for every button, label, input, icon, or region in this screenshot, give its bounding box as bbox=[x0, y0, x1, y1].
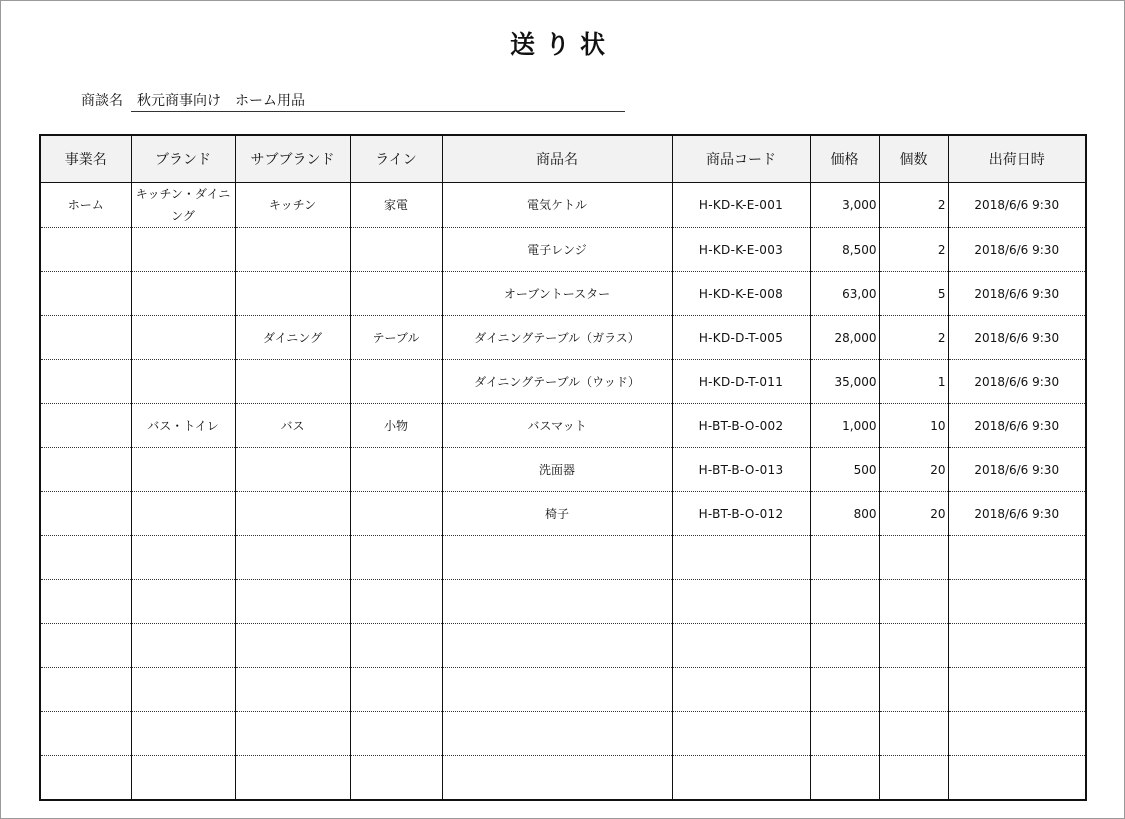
cell-product-name[interactable]: 電気ケトル bbox=[442, 183, 672, 228]
cell-product-code[interactable]: H-BT-B-O-012 bbox=[672, 492, 810, 536]
cell-line[interactable]: 小物 bbox=[350, 404, 442, 448]
cell-price[interactable] bbox=[810, 624, 879, 668]
cell-brand[interactable]: バス・トイレ bbox=[131, 404, 235, 448]
cell-product-name[interactable] bbox=[442, 712, 672, 756]
cell-price[interactable]: 63,00 bbox=[810, 272, 879, 316]
cell-product-name[interactable] bbox=[442, 756, 672, 801]
cell-product-name[interactable]: ダイニングテーブル（ガラス） bbox=[442, 316, 672, 360]
invoice-table bbox=[39, 134, 1087, 801]
header-brand: ブランド bbox=[131, 135, 235, 183]
cell-price[interactable] bbox=[810, 756, 879, 801]
cell-quantity[interactable]: 1 bbox=[879, 360, 948, 404]
cell-sub-brand[interactable]: バス bbox=[235, 404, 350, 448]
cell-brand[interactable] bbox=[131, 316, 235, 360]
table-row bbox=[40, 404, 1086, 448]
cell-line[interactable] bbox=[350, 756, 442, 801]
header-business: 事業名 bbox=[40, 135, 131, 183]
cell-brand[interactable] bbox=[131, 228, 235, 272]
cell-price[interactable]: 800 bbox=[810, 492, 879, 536]
cell-brand[interactable] bbox=[131, 536, 235, 580]
cell-price[interactable] bbox=[810, 580, 879, 624]
cell-price[interactable] bbox=[810, 536, 879, 580]
cell-quantity[interactable] bbox=[879, 668, 948, 712]
cell-line[interactable] bbox=[350, 624, 442, 668]
cell-brand[interactable] bbox=[131, 360, 235, 404]
cell-product-code[interactable]: H-BT-B-O-002 bbox=[672, 404, 810, 448]
cell-product-code[interactable] bbox=[672, 756, 810, 801]
cell-product-code[interactable] bbox=[672, 668, 810, 712]
table-header-row bbox=[40, 135, 1086, 183]
cell-product-code[interactable]: H-KD-K-E-003 bbox=[672, 228, 810, 272]
cell-quantity[interactable]: 20 bbox=[879, 492, 948, 536]
cell-business[interactable] bbox=[40, 272, 131, 316]
cell-business[interactable] bbox=[40, 756, 131, 801]
cell-brand[interactable] bbox=[131, 272, 235, 316]
table-row bbox=[40, 668, 1086, 712]
deal-name-label: 商談名 bbox=[81, 93, 123, 109]
cell-ship-datetime[interactable]: 2018/6/6 9:30 bbox=[948, 316, 1086, 360]
cell-ship-datetime[interactable]: 2018/6/6 9:30 bbox=[948, 492, 1086, 536]
cell-product-name[interactable]: 椅子 bbox=[442, 492, 672, 536]
cell-line[interactable]: 家電 bbox=[350, 183, 442, 228]
table-row bbox=[40, 536, 1086, 580]
cell-ship-datetime[interactable] bbox=[948, 624, 1086, 668]
cell-product-name[interactable] bbox=[442, 536, 672, 580]
cell-sub-brand[interactable] bbox=[235, 228, 350, 272]
cell-quantity[interactable] bbox=[879, 536, 948, 580]
cell-ship-datetime[interactable]: 2018/6/6 9:30 bbox=[948, 448, 1086, 492]
cell-price[interactable] bbox=[810, 712, 879, 756]
cell-business[interactable] bbox=[40, 712, 131, 756]
cell-ship-datetime[interactable] bbox=[948, 580, 1086, 624]
cell-quantity[interactable]: 10 bbox=[879, 404, 948, 448]
cell-quantity[interactable] bbox=[879, 756, 948, 801]
cell-line[interactable] bbox=[350, 228, 442, 272]
cell-product-name[interactable]: 洗面器 bbox=[442, 448, 672, 492]
cell-product-code[interactable]: H-BT-B-O-013 bbox=[672, 448, 810, 492]
cell-brand[interactable]: キッチン・ダイニング bbox=[131, 183, 235, 228]
cell-product-code[interactable] bbox=[672, 712, 810, 756]
deal-name-value[interactable]: 秋元商事向け ホーム用品 bbox=[137, 93, 305, 109]
cell-product-name[interactable] bbox=[442, 668, 672, 712]
cell-sub-brand[interactable] bbox=[235, 580, 350, 624]
cell-sub-brand[interactable] bbox=[235, 360, 350, 404]
cell-price[interactable]: 3,000 bbox=[810, 183, 879, 228]
cell-price[interactable] bbox=[810, 668, 879, 712]
table-row bbox=[40, 448, 1086, 492]
cell-sub-brand[interactable] bbox=[235, 536, 350, 580]
table-row bbox=[40, 756, 1086, 801]
cell-product-code[interactable]: H-KD-D-T-011 bbox=[672, 360, 810, 404]
table-row bbox=[40, 492, 1086, 536]
cell-business[interactable]: ホーム bbox=[67, 198, 104, 212]
table-row bbox=[40, 624, 1086, 668]
cell-ship-datetime[interactable] bbox=[948, 668, 1086, 712]
cell-business[interactable] bbox=[40, 316, 131, 360]
cell-line[interactable] bbox=[350, 492, 442, 536]
cell-product-code[interactable]: H-KD-K-E-001 bbox=[672, 183, 810, 228]
cell-product-name[interactable]: バスマット bbox=[442, 404, 672, 448]
header-product-code: 商品コード bbox=[672, 135, 810, 183]
table-row bbox=[40, 228, 1086, 272]
cell-business[interactable] bbox=[40, 580, 131, 624]
cell-sub-brand[interactable] bbox=[235, 624, 350, 668]
header-ship-datetime: 出荷日時 bbox=[948, 135, 1086, 183]
cell-product-name[interactable] bbox=[442, 580, 672, 624]
cell-product-code[interactable] bbox=[672, 624, 810, 668]
cell-price[interactable]: 35,000 bbox=[810, 360, 879, 404]
table-row bbox=[40, 183, 1086, 228]
cell-business[interactable] bbox=[40, 228, 131, 272]
cell-line[interactable] bbox=[350, 448, 442, 492]
cell-business[interactable] bbox=[40, 404, 131, 448]
header-quantity: 個数 bbox=[879, 135, 948, 183]
deal-name-underline bbox=[131, 111, 625, 112]
page-title: 送り状 bbox=[509, 30, 615, 59]
cell-ship-datetime[interactable]: 2018/6/6 9:30 bbox=[948, 272, 1086, 316]
cell-brand[interactable] bbox=[131, 668, 235, 712]
cell-line[interactable]: テーブル bbox=[350, 316, 442, 360]
cell-quantity[interactable]: 2 bbox=[879, 183, 948, 228]
cell-business[interactable] bbox=[40, 536, 131, 580]
cell-product-name[interactable]: ダイニングテーブル（ウッド） bbox=[442, 360, 672, 404]
table-row bbox=[40, 580, 1086, 624]
cell-sub-brand[interactable] bbox=[235, 756, 350, 801]
cell-product-code[interactable]: H-KD-D-T-005 bbox=[672, 316, 810, 360]
header-line: ライン bbox=[350, 135, 442, 183]
cell-ship-datetime[interactable]: 2018/6/6 9:30 bbox=[948, 183, 1086, 228]
cell-brand[interactable] bbox=[131, 756, 235, 801]
header-product-name: 商品名 bbox=[442, 135, 672, 183]
cell-price[interactable]: 28,000 bbox=[810, 316, 879, 360]
cell-ship-datetime[interactable] bbox=[948, 756, 1086, 801]
table-row bbox=[40, 712, 1086, 756]
cell-sub-brand[interactable] bbox=[235, 668, 350, 712]
cell-sub-brand[interactable] bbox=[235, 492, 350, 536]
cell-product-name[interactable]: 電子レンジ bbox=[442, 228, 672, 272]
cell-product-code[interactable]: H-KD-K-E-008 bbox=[672, 272, 810, 316]
header-price: 価格 bbox=[810, 135, 879, 183]
cell-quantity[interactable] bbox=[879, 624, 948, 668]
cell-line[interactable] bbox=[350, 712, 442, 756]
cell-brand[interactable] bbox=[131, 448, 235, 492]
cell-price[interactable]: 1,000 bbox=[810, 404, 879, 448]
cell-price[interactable]: 8,500 bbox=[810, 228, 879, 272]
cell-sub-brand[interactable]: ダイニング bbox=[235, 316, 350, 360]
cell-sub-brand[interactable]: キッチン bbox=[235, 183, 350, 228]
cell-line[interactable] bbox=[350, 360, 442, 404]
cell-product-code[interactable] bbox=[672, 536, 810, 580]
cell-brand[interactable] bbox=[131, 712, 235, 756]
cell-product-name[interactable] bbox=[442, 624, 672, 668]
cell-line[interactable] bbox=[350, 668, 442, 712]
cell-product-code[interactable] bbox=[672, 580, 810, 624]
cell-quantity[interactable] bbox=[879, 712, 948, 756]
cell-business[interactable] bbox=[40, 624, 131, 668]
cell-ship-datetime[interactable] bbox=[948, 536, 1086, 580]
cell-quantity[interactable] bbox=[879, 580, 948, 624]
cell-ship-datetime[interactable]: 2018/6/6 9:30 bbox=[948, 360, 1086, 404]
cell-price[interactable]: 500 bbox=[810, 448, 879, 492]
cell-quantity[interactable]: 5 bbox=[879, 272, 948, 316]
cell-quantity[interactable]: 2 bbox=[879, 316, 948, 360]
cell-ship-datetime[interactable]: 2018/6/6 9:30 bbox=[948, 228, 1086, 272]
cell-line[interactable] bbox=[350, 536, 442, 580]
cell-business[interactable] bbox=[40, 448, 131, 492]
cell-quantity[interactable]: 2 bbox=[879, 228, 948, 272]
cell-ship-datetime[interactable]: 2018/6/6 9:30 bbox=[948, 404, 1086, 448]
cell-sub-brand[interactable] bbox=[235, 712, 350, 756]
cell-line[interactable] bbox=[350, 272, 442, 316]
cell-line[interactable] bbox=[350, 580, 442, 624]
header-sub-brand: サブブランド bbox=[235, 135, 350, 183]
cell-ship-datetime[interactable] bbox=[948, 712, 1086, 756]
cell-sub-brand[interactable] bbox=[235, 272, 350, 316]
cell-business[interactable] bbox=[40, 668, 131, 712]
cell-business[interactable] bbox=[40, 360, 131, 404]
cell-sub-brand[interactable] bbox=[235, 448, 350, 492]
cell-business[interactable] bbox=[40, 492, 131, 536]
table-row bbox=[40, 272, 1086, 316]
cell-brand[interactable] bbox=[131, 624, 235, 668]
cell-brand[interactable] bbox=[131, 492, 235, 536]
table-row bbox=[40, 360, 1086, 404]
cell-product-name[interactable]: オーブントースター bbox=[442, 272, 672, 316]
cell-brand[interactable] bbox=[131, 580, 235, 624]
invoice-table-body bbox=[40, 183, 1086, 801]
cell-quantity[interactable]: 20 bbox=[879, 448, 948, 492]
table-row bbox=[40, 316, 1086, 360]
